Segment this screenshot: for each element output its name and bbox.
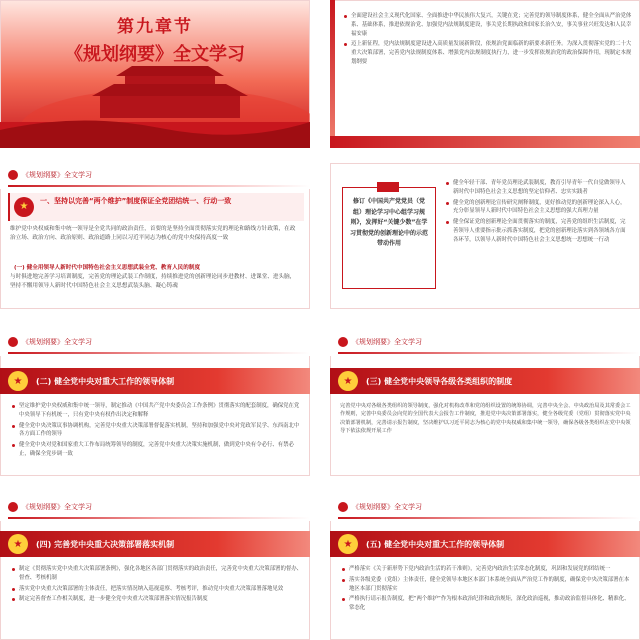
section-title: (三) 健全党中央领导各级各类组织的制度 <box>366 377 513 386</box>
section-paragraph: 维护党中央权威和集中统一领导是全党共同的政治责任，首要的是坚持全面贯彻落实党的理论和路线方针政策，在政治立场、政治方向、政治原则、政治道路上同以习近平同志为核心的党中央保持高度一致 <box>10 226 296 242</box>
slide-tag: 《规划纲要》全文学习 <box>22 338 92 346</box>
slide-tag: 《规划纲要》全文学习 <box>22 171 92 179</box>
highlight-text: 修订《中国共产党党员（党组）理论学习中心组学习规则》，发挥好“关键少数”在学习贯彻党的创新理论中的示范带动作用 <box>349 198 428 247</box>
party-emblem-icon <box>8 170 18 180</box>
slide-header <box>0 163 310 189</box>
section-title-band <box>330 368 640 394</box>
slide-overview[interactable] <box>330 0 640 148</box>
header-divider <box>8 185 310 187</box>
star-badge-icon: ★ <box>338 371 358 391</box>
slide-section-one[interactable] <box>0 163 310 309</box>
section-title: (四) 完善党中央重大决策部署落实机制 <box>36 540 175 549</box>
list-item: 严格落实《关于新形势下党内政治生活的若干准则》，完善党内政治生活常态化制度，巩固和发展党的团结统一 <box>342 565 632 574</box>
list-item: 严格执行请示报告制度，把“两个维护”作为根本政治纪律和政治规矩，深化政治巡视，推动政治监督具体化、精准化、常态化 <box>342 595 632 613</box>
slide-section-three[interactable] <box>330 330 640 476</box>
list-item: 健全党中央决策议事协调机构，完善党中央重大决策部署督促落实机制，坚持和加强党中央对党政军民学、东西南北中各方面工作的领导 <box>12 422 302 440</box>
party-emblem-icon <box>8 502 18 512</box>
list-item: 健全党的创新理论宣传研究阐释制度，更好推动党的创新理论深入人心，充分彰显领导人新时代中国特色社会主义思想的强大真理力量 <box>446 199 630 217</box>
slide-tag: 《规划纲要》全文学习 <box>352 338 422 346</box>
slide-bottom-band <box>330 136 640 148</box>
slide-accent-bar <box>330 0 335 148</box>
slide-header <box>0 330 310 356</box>
section-heading: 一、坚持以完善“两个维护”制度保证全党团结统一、行动一致 <box>40 197 232 205</box>
section-paragraph: 完善党中央对各级各类组织的领导制度，强化对机构改革和党的组织设置的统筹协调，完善中央全会、中央政治局及其常委会工作规则，完善中央委员会向党的全国代表大会报告工作制度，推进党中央决策部署落实，健全各级党委（党组）贯彻落实党中央决策部署机制，完善请示报告制度，坚决维护以习近平同志为核心的党中央权威和集中统一领导，确保各级各类组织在党中央领导下依法依规开展工作 <box>340 403 631 435</box>
section-four-bullets <box>12 565 302 606</box>
list-item: 健全党中央对党和国家重大工作布局统筹领导的制度，完善党中央重大决策实施机制，做到党中央有令必行、有禁必止，确保全党步调一致 <box>12 441 302 459</box>
subsection-paragraph: 与时俱进地完善学习培训制度，完善党的理论武装工作制度，持续推进党的创新理论同步进教材、进课堂、进头脑，坚持不懈用领导人新时代中国特色社会主义思想武装头脑、凝心铸魂 <box>10 274 296 290</box>
box-top-marker <box>377 182 399 192</box>
slide-tag: 《规划纲要》全文学习 <box>352 503 422 511</box>
study-bullets <box>446 179 630 247</box>
list-item: 制定完善督查工作相关制度，进一步健全党中央重大决策部署落实情况报告制度 <box>12 595 302 604</box>
section-title: (五) 健全党中央对重大工作的领导体制 <box>366 540 505 549</box>
list-item: 落实各级党委（党组）主体责任，健全党领导本地区本部门本系统全面从严治党工作的制度，确保党中央决策部署在本地区本部门贯彻落实 <box>342 576 632 594</box>
list-item: 制定《贯彻落实党中央重大决策部署条例》，强化各地区各部门贯彻落实的政治责任，完善党中央重大决策部署的督办、督查、考核机制 <box>12 565 302 583</box>
slide-section-four[interactable] <box>0 495 310 640</box>
highlight-box <box>342 187 436 289</box>
slide-header <box>0 495 310 521</box>
list-item: 健全年轻干部、青年党员理论武装制度，教育引导青年一代自觉做领导人新时代中国特色社会主义思想的坚定信仰者、忠实实践者 <box>446 179 630 197</box>
slide-main-title: 《规划纲要》全文学习 <box>65 44 245 65</box>
header-divider <box>8 352 310 354</box>
star-badge-icon: ★ <box>338 534 358 554</box>
overview-bullets <box>344 12 632 69</box>
section-five-bullets <box>342 565 632 615</box>
slide-title[interactable] <box>0 0 310 148</box>
party-emblem-icon <box>8 337 18 347</box>
chapter-label: 第九章节 <box>117 17 193 37</box>
party-emblem-icon <box>338 337 348 347</box>
header-divider <box>338 352 640 354</box>
list-item: 健全保证党的创新理论全面贯彻落实的制度，完善党的组织生活制度，完善领导人重要指示批示抓落实制度，把党的创新理论落实到各领域各方面各环节，以领导人新时代中国特色社会主义思想统一思想统一行动 <box>446 218 630 244</box>
header-divider <box>8 517 310 519</box>
list-item: 全面建设社会主义现代化国家、全面推进中华民族伟大复兴，关键在党；完善党的领导制度体系，健全全面从严治党体系、基础体系，推进依规治党、加强党内法规制度建设，事关党长期执政和国家长治久安，事关事业兴旺发达和人民幸福安康 <box>344 12 632 38</box>
slide-tag: 《规划纲要》全文学习 <box>22 503 92 511</box>
slide-study-rules[interactable] <box>330 163 640 309</box>
star-badge-icon: ★ <box>8 371 28 391</box>
section-title: (二) 健全党中央对重大工作的领导体制 <box>36 377 175 386</box>
section-title-band <box>0 531 310 557</box>
header-divider <box>338 517 640 519</box>
list-item: 迈上新征程，党内法规制度建设进入高质量发展新阶段，依规治党面临新的新要求新任务。为深入贯彻落实党的二十大重大决策部署，完善党内法规制度体系、增强党内法规制度执行力，进一步发挥依规治党的政治保障作用，现制定本规划纲要 <box>344 40 632 66</box>
list-item: 坚定维护党中央权威和集中统一领导，制定推动《中国共产党中央委员会工作条例》贯彻落实的配套制度，确保党在党中央领导下有机统一，只有党中央有权作出决定和解释 <box>12 402 302 420</box>
subsection-title: (一) 健全用领导人新时代中国特色社会主义思想武装全党、教育人民的制度 <box>14 265 201 271</box>
slide-section-five[interactable] <box>330 495 640 640</box>
star-badge-icon: ★ <box>8 534 28 554</box>
section-title-band <box>330 531 640 557</box>
section-two-bullets <box>12 402 302 461</box>
slide-header <box>330 330 640 356</box>
list-item: 落实党中央重大决策部署的主体责任，把落实情况纳入巡视巡察、考核考评，推动党中央重大决策部署落地见效 <box>12 585 302 594</box>
slide-header <box>330 495 640 521</box>
party-emblem-icon <box>338 502 348 512</box>
section-title-band <box>0 368 310 394</box>
star-badge-icon: ★ <box>14 197 34 217</box>
slide-section-two[interactable] <box>0 330 310 476</box>
section-heading-box <box>8 193 304 221</box>
